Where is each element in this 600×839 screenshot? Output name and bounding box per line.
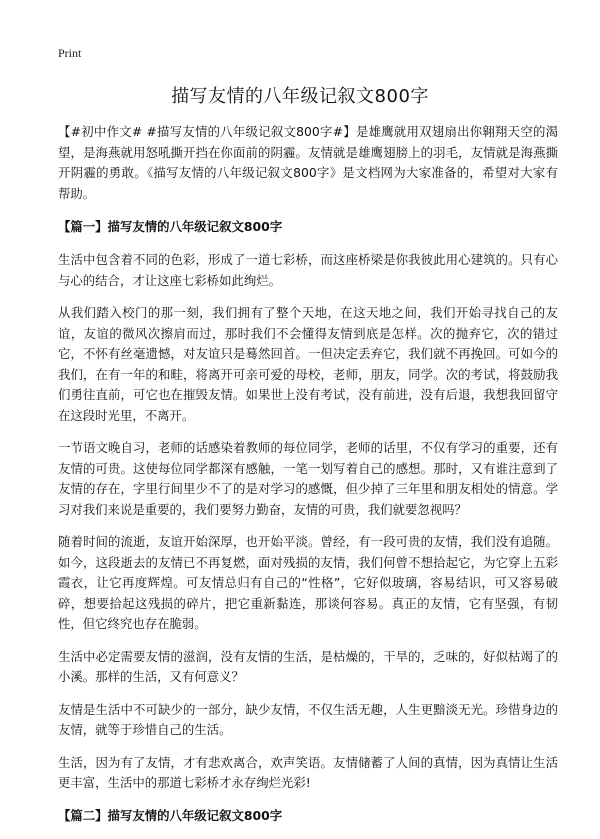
print-link[interactable]: Print <box>58 46 82 60</box>
section-heading-1: 【篇一】描写友情的八年级记叙文800字 <box>58 219 283 234</box>
paragraph: 随着时间的流逝，友谊开始深厚，也开始平淡。曾经，有一段可贵的友情，我们没有追随。如今，这段逝去的友情已不再复燃，面对残损的友情，我们何曾不想拾起它，为它穿上五彩霞衣，让它再度辉煌。可友情总归有自己的“性格”，它好似玻璃，容易结识，可又容易破碎，想要拾起这残损的碎片，把它重新黏连，那谈何容易。真正的友情，它有坚强，有韧性，但它终究也存在脆弱。 <box>58 534 558 631</box>
page-title: 描写友情的八年级记叙文800字 <box>171 86 429 107</box>
intro-paragraph: 【#初中作文# #描写友情的八年级记叙文800字#】是雄鹰就用双翅扇出你翱翔天空的渴望，是海燕就用怒吼撕开挡在你面前的阴霾。友情就是雄鹰翅膀上的羽毛，友情就是海燕撕开阴霾的勇敢。《描写友情的八年级记叙文800字》是文档网为大家准备的，希望对大家有帮助。 <box>58 124 558 201</box>
section-heading-2: 【篇二】描写友情的八年级记叙文800字 <box>58 807 283 823</box>
paragraph: 友情是生活中不可缺少的一部分，缺少友情，不仅生活无趣，人生更黯淡无光。珍惜身边的友情，就等于珍惜自己的生活。 <box>58 701 558 737</box>
paragraph: 生活，因为有了友情，才有悲欢离合，欢声笑语。友情储蓄了人间的真情，因为真情让生活更丰富，生活中的那道七彩桥才永存绚烂光彩! <box>58 754 558 790</box>
paragraph: 生活中必定需要友情的滋润，没有友情的生活，是枯燥的，干旱的，乏味的，好似枯竭了的小溪。那样的生活，又有何意义？ <box>58 648 558 684</box>
paragraph: 从我们踏入校门的那一刻，我们拥有了整个天地，在这天地之间，我们开始寻找自己的友谊，友谊的微风次擦肩而过，那时我们不会懂得友情到底是怎样。次的抛弃它，次的错过它，不怀有丝毫遗憾，对友谊只是蓦然回首。一但决定丢弃它，我们就不再挽回。可如今的我们，在有一年的和畦，将离开可亲可爱的母校，老师，朋友，同学。次的考试，将鼓励我们勇往直前，可它也在摧毁友情。如果世上没有考试，没有前进，没有后退，我想我回留守在这段时光里，不离开。 <box>58 305 558 423</box>
article-body <box>58 122 558 839</box>
paragraph: 一节语文晚自习，老师的话感染着教师的每位同学，老师的话里，不仅有学习的重要，还有友情的可贵。这使每位同学都深有感触，一笔一划写着自己的感想。那时，又有谁注意到了友情的存在，字里行间里少不了的是对学习的感慨，但少掉了三年里和朋友相处的情意。学习对我们来说是重要的，我们要努力勤奋，友情的可贵，我们就要忽视吗？ <box>58 440 558 517</box>
paragraph: 生活中包含着不同的色彩，形成了一道七彩桥，而这座桥梁是你我彼此用心建筑的。只有心与心的结合，才让这座七彩桥如此绚烂。 <box>58 252 558 288</box>
